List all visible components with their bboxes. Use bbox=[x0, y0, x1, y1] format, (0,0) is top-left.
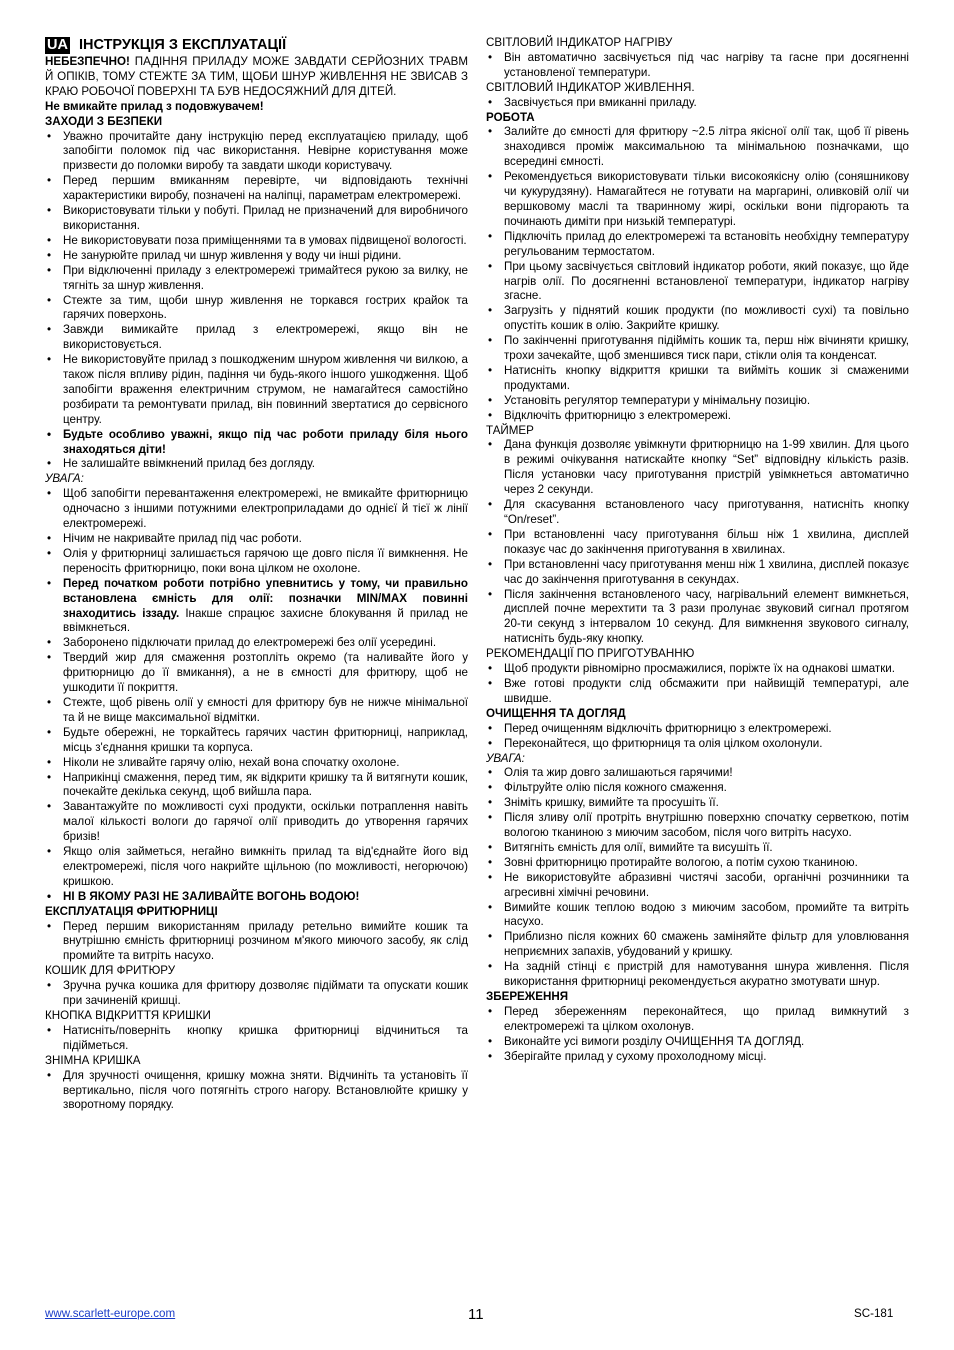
list-item: • При відключенні приладу з електромережі тримайтеся рукою за вилку, не тягніть за шнур живлення. bbox=[45, 264, 468, 294]
safety-list bbox=[45, 130, 468, 428]
list-item: • Він автоматично засвічується під час нагріву та гасне при досягненні установленої температури. bbox=[486, 51, 909, 81]
list-item: • Ніколи не зливайте гарячу олію, нехай вона спочатку охолоне. bbox=[45, 756, 468, 771]
minmax-rest: Інакше спрацює захисне блокування й прилад не ввімкнеться. bbox=[63, 606, 468, 635]
list-item: • Перед першим вмиканням перевірте, чи відповідають технічні характеристики виробу, позначені на наліпці, параметрам електромережі. bbox=[45, 174, 468, 204]
list-item: • Заборонено підключати прилад до електромережі без олії усередині. bbox=[45, 636, 468, 651]
list-item: • Перед очищенням відключіть фритюрницю з електромережі. bbox=[486, 722, 909, 737]
cleaning-list bbox=[486, 722, 909, 752]
page-title: ІНСТРУКЦІЯ З ЕКСПЛУАТАЦІЇ bbox=[78, 37, 287, 53]
attention-list bbox=[45, 487, 468, 576]
page-number: 11 bbox=[468, 1306, 484, 1323]
list-item: • Не використовувати поза приміщеннями та в умовах підвищеної вологості. bbox=[45, 234, 468, 249]
no-water-list bbox=[45, 890, 468, 905]
list-item: • Для скасування встановленого часу приготування, натисніть кнопку “On/reset”. bbox=[486, 498, 909, 528]
list-item: • Фільтруйте олію після кожного смаження. bbox=[486, 781, 909, 796]
list-item: • Після зливу олії протріть внутрішню поверхню спочатку серветкою, потім вологою тканиною з миючим засобом, після чого витріть насухо. bbox=[486, 811, 909, 841]
list-item: • Зберігайте прилад у сухому прохолодному місці. bbox=[486, 1050, 909, 1065]
lid-button-list bbox=[45, 1024, 468, 1054]
heat-indicator-list bbox=[486, 51, 909, 81]
list-item: • Щоб продукти рівномірно просмажилися, поріжте їх на однакові шматки. bbox=[486, 662, 909, 677]
lid-heading: ЗНІМНА КРИШКА bbox=[45, 1053, 141, 1067]
list-item: • Зручна ручка кошика для фритюру дозволяє підіймати та опускати кошик при зачиненій кришці. bbox=[45, 979, 468, 1009]
list-item: • По закінченні приготування підійміть кошик та, перш ніж вiчиняти кришку, трохи зачекайте, щоб зменшився тиск пари, стікли олія та конденсат. bbox=[486, 334, 909, 364]
list-item: • Рекомендується використовувати тільки високоякісну олію (соняшникову чи кукурудзяну). Намагайтеся не готувати на маргарині, оливковій олії чи вершковому маслі та тваринному жирі, оскільки вони підгорають та починають димiти при низькій температурі. bbox=[486, 170, 909, 230]
list-item: • НІ В ЯКОМУ РАЗІ НЕ ЗАЛИВАЙТЕ ВОГОНЬ ВОДОЮ! bbox=[45, 890, 468, 905]
list-item bbox=[45, 577, 468, 637]
work-heading: РОБОТА bbox=[486, 110, 535, 124]
list-item: • При встановленні часу приготування менш ніж 1 хвилина, дисплей показує час до закінчення приготування в секундах. bbox=[486, 558, 909, 588]
list-item: • Не використовуйте абразивні чистячі засоби, органічні розчинники та агресивні хімічні речовини. bbox=[486, 871, 909, 901]
list-item: • Підключіть прилад до електромережі та встановіть необхідну температуру регульованим термостатом. bbox=[486, 230, 909, 260]
list-item: • При цьому засвічується світловий індикатор роботи, який показує, що йде нагрів олії. По досягненні встановленої температури, індикатор нагріву згасне. bbox=[486, 260, 909, 305]
list-item: • Олія у фритюрниці залишається гарячою ще довго після її вимкнення. Не переносіть фритюрницю, поки вона цілком не охолоне. bbox=[45, 547, 468, 577]
list-item: • Не використовуйте прилад з пошкодженим шнуром живлення чи вилкою, а також після впливу рідин, падіння чи будь-якого іншого ушкодження. Щоб запобігти враження електричним струмом, не намагайтеся самостійно розбирати та ремонтувати прилад, він повинний звертатися до сервісного центру. bbox=[45, 353, 468, 428]
list-item: • Перед першим використанням приладу ретельно вимийте кошик та внутрішню ємність фритюрниці розчином м'якого миючого засобу, як слід промийте та витріть насухо. bbox=[45, 920, 468, 965]
safety-heading: ЗАХОДИ З БЕЗПЕКИ bbox=[45, 114, 163, 128]
storage-heading: ЗБЕРЕЖЕННЯ bbox=[486, 990, 569, 1003]
heat-indicator-heading: СВІТЛОВИЙ ІНДИКАТОР НАГРІВУ bbox=[486, 36, 673, 49]
list-item: • Загрузіть у піднятий кошик продукти (по можливості сухі) та повільно опустіть кошик в олію. Закрийте кришку. bbox=[486, 304, 909, 334]
cleaning-heading: ОЧИЩЕННЯ ТА ДОГЛЯД bbox=[486, 706, 626, 720]
operation-heading: ЕКСПЛУАТАЦІЯ ФРИТЮРНИЦІ bbox=[45, 904, 218, 918]
list-item: • Дана функція дозволяє увімкнути фритюрницю на 1-99 хвилин. Для цього в режимі очікування натискайте кнопку “Set” відповідну кількість разів. Після установки часу приготування пристрій увімкнеться автоматично через 2 секунди. bbox=[486, 438, 909, 498]
list-item: • Стежте, щоб рівень олії у ємності для фритюру був не нижче мінімальної та й не вище максимальної відмітки. bbox=[45, 696, 468, 726]
website-link[interactable]: www.scarlett-europe.com bbox=[45, 1307, 176, 1320]
right-column bbox=[486, 36, 909, 1065]
list-item: • Якщо олія займеться, негайно вимкніть прилад та від'єднайте його від електромережі, після чого накрийте щільною (по можливості, негорючою) кришкою. bbox=[45, 845, 468, 890]
danger-warning bbox=[45, 55, 468, 100]
attention-list-2 bbox=[45, 636, 468, 889]
list-item: • Переконайтеся, що фритюрниця та олія цілком охолонули. bbox=[486, 737, 909, 752]
list-item: • Для зручності очищення, кришку можна зняти. Відчиніть та установіть її вертикально, після чого потягніть строго нагору. Встановлюйте кришку у зворотному порядку. bbox=[45, 1069, 468, 1114]
no-extension-note: Не вмикайте прилад з подовжувачем! bbox=[45, 99, 264, 113]
list-item: • Олія та жир довго залишаються гарячими! bbox=[486, 766, 909, 781]
work-list bbox=[486, 125, 909, 423]
list-item: • Не залишайте ввімкнений прилад без догляду. bbox=[45, 457, 468, 472]
list-item: • Використовувати тільки у побуті. Прилад не призначений для виробничого використання. bbox=[45, 204, 468, 234]
list-item: • Відключіть фритюрницю з електромережі. bbox=[486, 409, 909, 424]
list-item: • Наприкінці смаження, перед тим, як відкрити кришку та й витягнути кошик, почекайте декілька секунд, щоб вийшла пара. bbox=[45, 771, 468, 801]
lid-list bbox=[45, 1069, 468, 1114]
minmax-list bbox=[45, 577, 468, 637]
list-item: • Залийте до ємності для фритюру ~2.5 літра якісної олії так, щоб її рівень знаходився проміж максимальною та мінімальною позначками, що всередині ємності. bbox=[486, 125, 909, 170]
list-item: • Після закінчення встановленого часу, нагрівальний елемент вимкнеться, дисплей почне мерехтити та 3 рази пролунає звуковий сигнал протягом 20-ти секунд з інтервалом 10 секунд. Для вимкнення звукового сигналу, натисніть будь-яку кнопку. bbox=[486, 588, 909, 648]
list-item: • Виконайте усі вимоги розділу ОЧИЩЕННЯ ТА ДОГЛЯД. bbox=[486, 1035, 909, 1050]
minmax-bold: Перед початком роботи потрібно упевнитись у тому, чи правильно встановлена ємність для олії: позначки MIN/MAX повинні знаходитись іззаду. bbox=[63, 576, 468, 620]
recommend-heading: РЕКОМЕНДАЦІЇ ПО ПРИГОТУВАННЮ bbox=[486, 647, 695, 661]
safety-list-extra bbox=[45, 428, 468, 473]
list-item: • Вже готові продукти слід обсмажити при найвищій температурі, але швидше. bbox=[486, 677, 909, 707]
list-item: • Уважно прочитайте дану інструкцію перед експлуатацією приладу, щоб запобігти поломок під час використання. Невірне користування може призвести до поломки виробу та завдати шкоди користувачу. bbox=[45, 130, 468, 175]
recommend-list bbox=[486, 662, 909, 707]
language-badge: UA bbox=[47, 36, 68, 53]
cleaning-attention-label: УВАГА: bbox=[486, 751, 525, 765]
list-item: • Нічим не накривайте прилад під час роботи. bbox=[45, 532, 468, 547]
power-indicator-list bbox=[486, 96, 909, 111]
basket-list bbox=[45, 979, 468, 1009]
list-item: • Будьте особливо уважні, якщо під час роботи приладу біля нього знаходяться діти! bbox=[45, 428, 468, 458]
power-indicator-heading: СВІТЛОВИЙ ІНДИКАТОР ЖИВЛЕННЯ. bbox=[486, 80, 695, 94]
list-item: • Перед збереженням переконайтеся, що прилад вимкнутий з електромережі та цілком охолонув. bbox=[486, 1005, 909, 1035]
danger-text: ПАДІННЯ ПРИЛАДУ МОЖЕ ЗАВДАТИ СЕРЙОЗНИХ ТРАВМ Й ОПІКІВ, ТОМУ СТЕЖТЕ ЗА ТИМ, ЩОБИ ШНУР ЖИВЛЕННЯ НЕ ЗВИСАВ З КРАЮ РОБОЧОЇ ПОВЕРХНІ ТА БУВ НЕДОСЯЖНИЙ ДЛЯ ДІТЕЙ. bbox=[45, 55, 468, 98]
list-item: • Щоб запобігти перевантаження електромережі, не вмикайте фритюрницю одночасно з іншими потужними електроприладами до однієї й тієї ж лінії електромережі. bbox=[45, 487, 468, 532]
section-title bbox=[45, 36, 468, 54]
list-item: • Вимийте кошик теплою водою з миючим засобом, промийте та витріть насухо. bbox=[486, 901, 909, 931]
list-item: • Будьте обережні, не торкайтесь гарячих частин фритюрниці, наприклад, місць з'єднання кришки та корпуса. bbox=[45, 726, 468, 756]
operation-list bbox=[45, 920, 468, 965]
timer-heading: ТАЙМЕР bbox=[486, 423, 534, 437]
list-item: • Натисніть кнопку відкриття кришки та вийміть кошик зі смаженими продуктами. bbox=[486, 364, 909, 394]
list-item: • Витягніть ємність для олії, вимийте та висушіть її. bbox=[486, 841, 909, 856]
list-item: • Завжди вимикайте прилад з електромережі, якщо він не використовується. bbox=[45, 323, 468, 353]
storage-list bbox=[486, 1005, 909, 1065]
list-item: • Зніміть кришку, вимийте та просушіть її. bbox=[486, 796, 909, 811]
list-item: • Засвічується при вмиканні приладу. bbox=[486, 96, 909, 111]
list-item: • Стежте за тим, щоби шнур живлення не торкався гострих крайок та гарячих поверхонь. bbox=[45, 294, 468, 324]
cleaning-list-2 bbox=[486, 766, 909, 990]
list-item: • Не занурюйте прилад чи шнур живлення у воду чи інші рідини. bbox=[45, 249, 468, 264]
list-item: • Установіть регулятор температури у мінімальну позицію. bbox=[486, 394, 909, 409]
timer-list bbox=[486, 438, 909, 647]
list-item: • На задній стінці є пристрій для намотування шнура живлення. Після використання фритюрниці рекомендується акуратно змотувати шнур. bbox=[486, 960, 909, 990]
left-column bbox=[45, 36, 468, 1113]
list-item: • Приблизно після кожних 60 смажень заміняйте фільтр для уловлювання неприємних запахів, убудований у кришку. bbox=[486, 930, 909, 960]
list-item: • Натисніть/поверніть кнопку кришка фритюрниці відчиниться та підійметься. bbox=[45, 1024, 468, 1054]
list-item: • При встановленні часу приготування більш ніж 1 хвилина, дисплей показує час до закінчення приготування в хвилинах. bbox=[486, 528, 909, 558]
attention-label: УВАГА: bbox=[45, 472, 84, 486]
danger-lead: НЕБЕЗПЕЧНО! bbox=[45, 55, 130, 68]
lid-button-heading: КНОПКА ВІДКРИТТЯ КРИШКИ bbox=[45, 1009, 211, 1022]
list-item: • Твердий жир для смаження розтопліть окремо (та наливайте його у фритюрницю до її вмикання), а не в ємності для фритюру, щоб не ушкодити її покриття. bbox=[45, 651, 468, 696]
basket-heading: КОШИК ДЛЯ ФРИТЮРУ bbox=[45, 964, 176, 978]
list-item: • Зовні фритюрницю протирайте вологою, а потім сухою тканиною. bbox=[486, 856, 909, 871]
model-number: SC-181 bbox=[854, 1307, 894, 1320]
list-item: • Завантажуйте по можливості сухі продукти, оскільки потраплення навіть малої кількості вологи до гарячої олії приводить до утворення гарячих бризів! bbox=[45, 800, 468, 845]
